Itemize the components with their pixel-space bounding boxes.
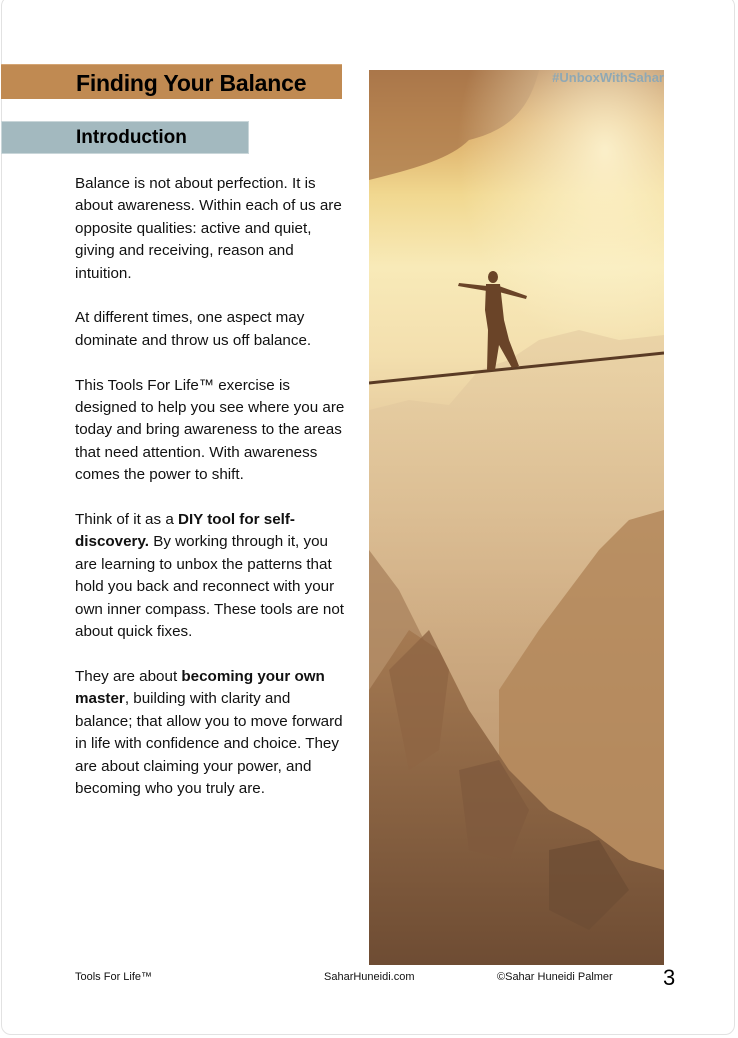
footer-brand: Tools For Life™ (75, 971, 153, 983)
paragraph-4 (75, 509, 347, 643)
paragraph-4-bold: DIY tool for self-discovery. (75, 511, 295, 551)
tightrope-photo (369, 70, 664, 965)
page-number: 3 (663, 965, 676, 990)
footer-copyright: ©Sahar Huneidi Palmer (497, 971, 613, 983)
paragraph-5-bold: becoming your own master (75, 667, 325, 708)
paragraph-4-text-end: By working through it, you are learning to unbox the patterns that hold you back and reconnect with your own inner compass. These tools are not about quick fixes. (75, 533, 345, 641)
section-heading-bar (1, 121, 249, 154)
page-title: Finding Your Balance (76, 70, 307, 96)
footer-website: SaharHuneidi.com (324, 971, 415, 983)
section-heading: Introduction (76, 127, 187, 148)
paragraph-5-text: They are about (75, 667, 182, 685)
title-bar (1, 64, 342, 99)
hashtag-label: #UnboxWithSahar (552, 70, 664, 85)
body-text (75, 173, 347, 823)
paragraph-2: At different times, one aspect may dominate and throw us off balance. (75, 309, 312, 349)
tightrope-illustration (369, 70, 664, 965)
paragraph-4-text: Think of it as a (75, 511, 178, 529)
paragraph-5-text-end: , building with clarity and balance; that allow you to move forward in life with confidence and choice. They are about claiming your power, and becoming who you truly are. (75, 690, 343, 797)
paragraph-3: This Tools For Life™ exercise is designed to help you see where you are today and bring awareness to the areas that need attention. With awareness comes the power to shift. (75, 376, 345, 484)
paragraph-1: Balance is not about perfection. It is about awareness. Within each of us are opposite qualities: active and quiet, giving and receiving, reason and intuition. (75, 175, 342, 282)
paragraph-5 (75, 666, 347, 800)
